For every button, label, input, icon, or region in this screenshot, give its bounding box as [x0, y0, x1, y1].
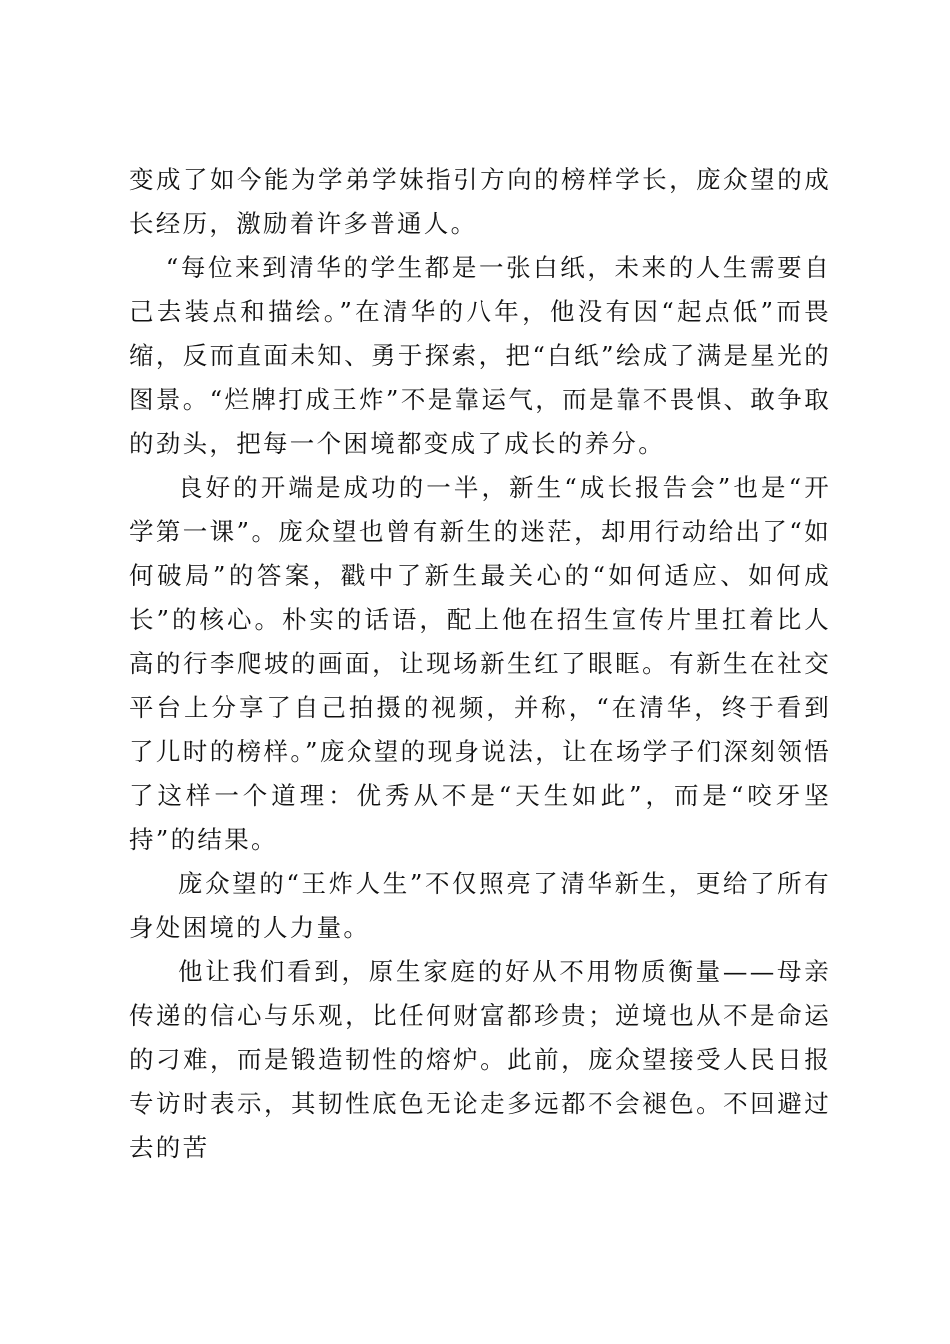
- paragraph-resilience: 他让我们看到，原生家庭的好从不用物质衡量——母亲传递的信心与乐观，比任何财富都珍贵；逆境也从不是命运的刁难，而是锻造韧性的熔炉。此前，庞众望接受人民日报专访时表示，其韧性底色无论走多远都不会褪色。不回避过去的苦: [129, 957, 831, 1162]
- paragraph-first-lesson: 良好的开端是成功的一半，新生“成长报告会”也是“开学第一课”。庞众望也曾有新生的迷茫，却用行动给出了“如何破局”的答案，戳中了新生最关心的“如何适应、如何成长”的核心。朴实的话语，配上他在招生宣传片里扛着比人高的行李爬坡的画面，让现场新生红了眼眶。有新生在社交平台上分享了自己拍摄的视频，并称，“在清华，终于看到了儿时的榜样。”庞众望的现身说法，让在场学子们深刻领悟了这样一个道理：优秀从不是“天生如此”，而是“咬牙坚持”的结果。: [129, 473, 831, 854]
- paragraph-wangzha-life: 庞众望的“王炸人生”不仅照亮了清华新生，更给了所有身处困境的人力量。: [129, 869, 831, 942]
- paragraph-continuation: 变成了如今能为学弟学妹指引方向的榜样学长，庞众望的成长经历，激励着许多普通人。: [129, 165, 831, 238]
- paragraph-quote: “每位来到清华的学生都是一张白纸，未来的人生需要自己去装点和描绘。”在清华的八年，他没有因“起点低”而畏缩，反而直面未知、勇于探索，把“白纸”绘成了满是星光的图景。“烂牌打成王炸”不是靠运气，而是靠不畏惧、敢争取的劲头，把每一个困境都变成了成长的养分。: [129, 253, 831, 458]
- article-body: [129, 158, 831, 1170]
